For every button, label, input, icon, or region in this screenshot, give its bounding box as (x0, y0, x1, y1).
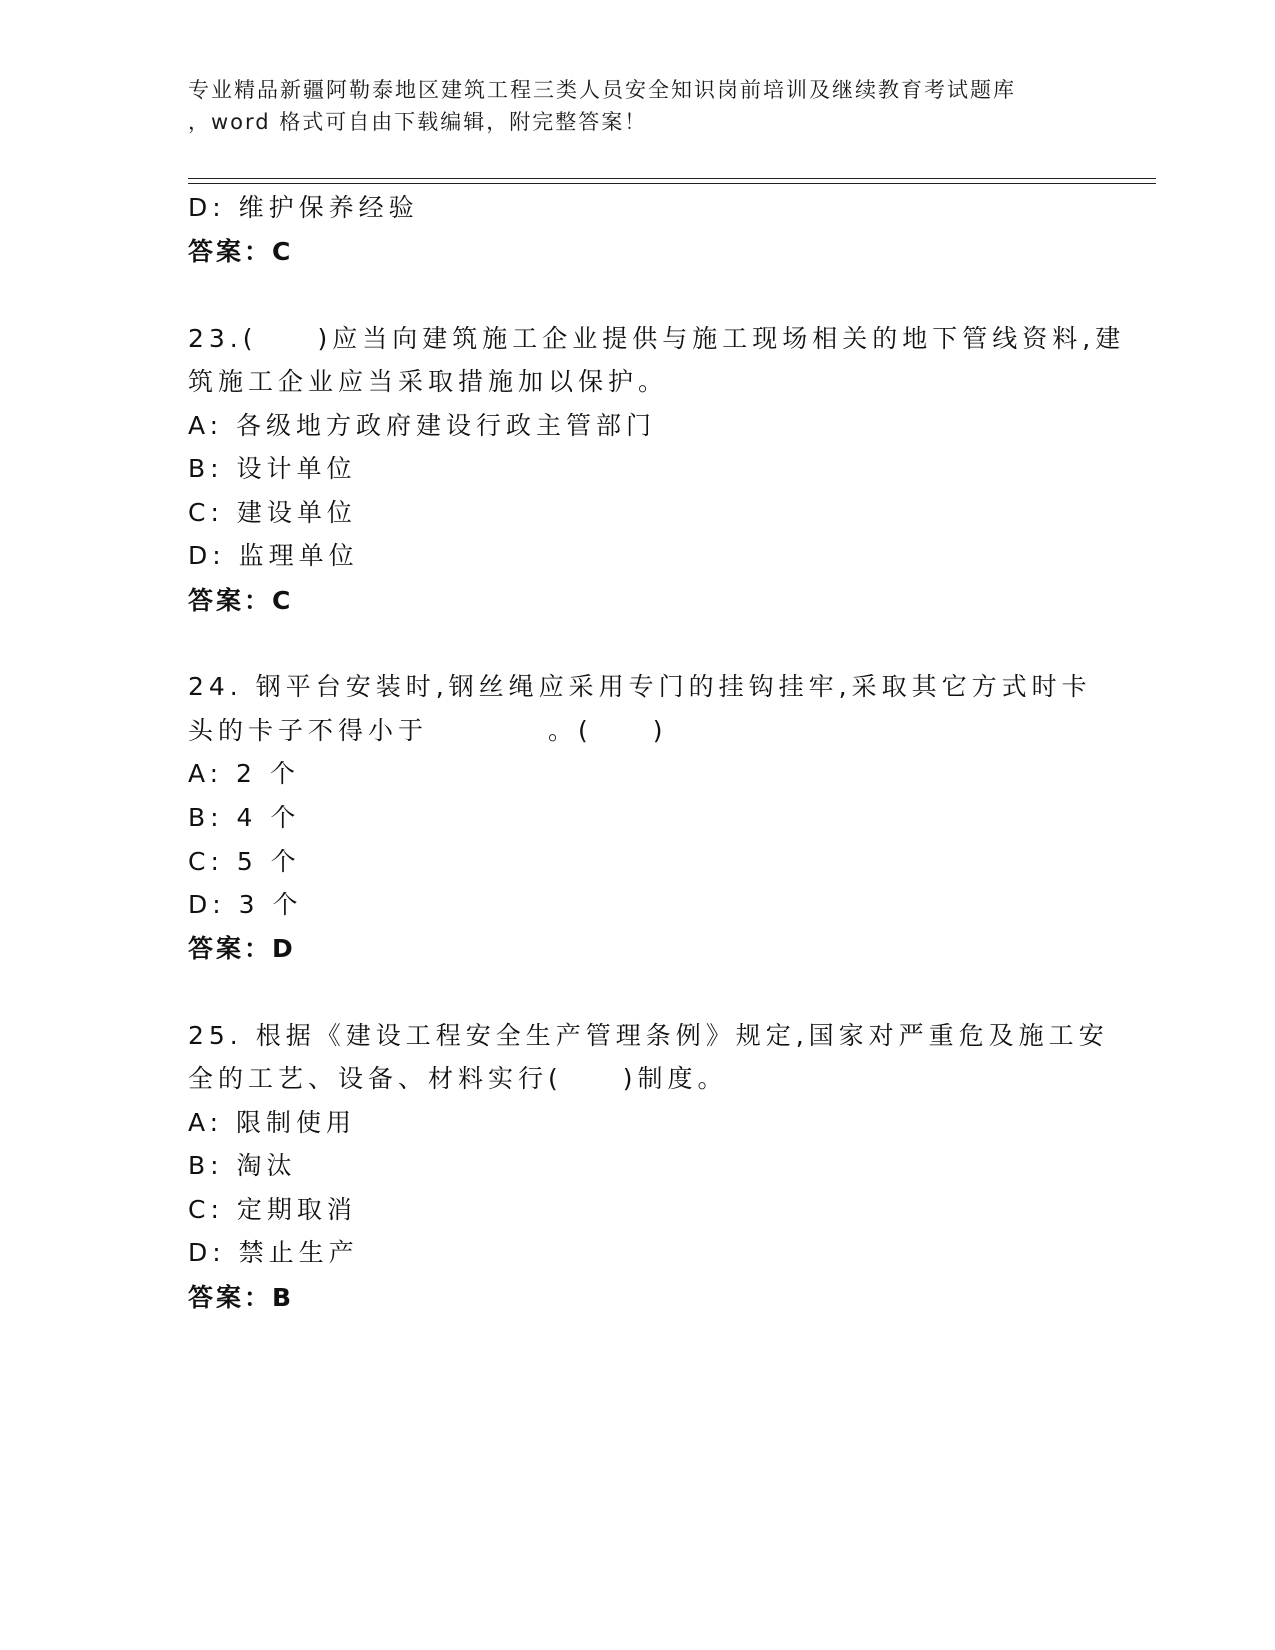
q25-option-d: D: 禁止生产 (188, 1238, 359, 1267)
prev-answer: 答案：C (188, 237, 294, 266)
header-rule-bottom (188, 183, 1156, 184)
header-rule-top (188, 178, 1156, 179)
q24-option-a: A: 2 个 (188, 759, 300, 788)
q23-option-d: D: 监理单位 (188, 541, 359, 570)
q25-option-a: A: 限制使用 (188, 1108, 357, 1137)
header-title-line2: ，word 格式可自由下载编辑，附完整答案！ (188, 110, 648, 134)
q23-stem-line2: 筑施工企业应当采取措施加以保护。 (188, 367, 669, 396)
q24-stem-line1: 24. 钢平台安装时,钢丝绳应采用专门的挂钩挂牢,采取其它方式时卡 (188, 672, 1092, 701)
q23-answer: 答案：C (188, 586, 294, 615)
q25-option-c: C: 定期取消 (188, 1195, 357, 1224)
q23-option-c: C: 建设单位 (188, 498, 357, 527)
q24-stem-line2: 头的卡子不得小于 。( ) (188, 716, 668, 745)
q24-answer: 答案：D (188, 934, 296, 963)
q25-stem-line1: 25. 根据《建设工程安全生产管理条例》规定,国家对严重危及施工安 (188, 1021, 1109, 1050)
q24-option-c: C: 5 个 (188, 847, 301, 876)
q24-option-b: B: 4 个 (188, 803, 301, 832)
q25-answer: 答案：B (188, 1283, 295, 1312)
q23-option-b: B: 设计单位 (188, 454, 357, 483)
header-title-line1: 专业精品新疆阿勒泰地区建筑工程三类人员安全知识岗前培训及继续教育考试题库 (188, 78, 1016, 102)
q25-stem-line2: 全的工艺、设备、材料实行( )制度。 (188, 1064, 728, 1093)
q23-stem-line1: 23.( )应当向建筑施工企业提供与施工现场相关的地下管线资料,建 (188, 324, 1126, 353)
q24-option-d: D: 3 个 (188, 890, 303, 919)
q23-option-a: A: 各级地方政府建设行政主管部门 (188, 411, 657, 440)
q25-option-b: B: 淘汰 (188, 1151, 297, 1180)
document-header (188, 74, 1088, 138)
prev-option-d: D: 维护保养经验 (188, 193, 419, 222)
